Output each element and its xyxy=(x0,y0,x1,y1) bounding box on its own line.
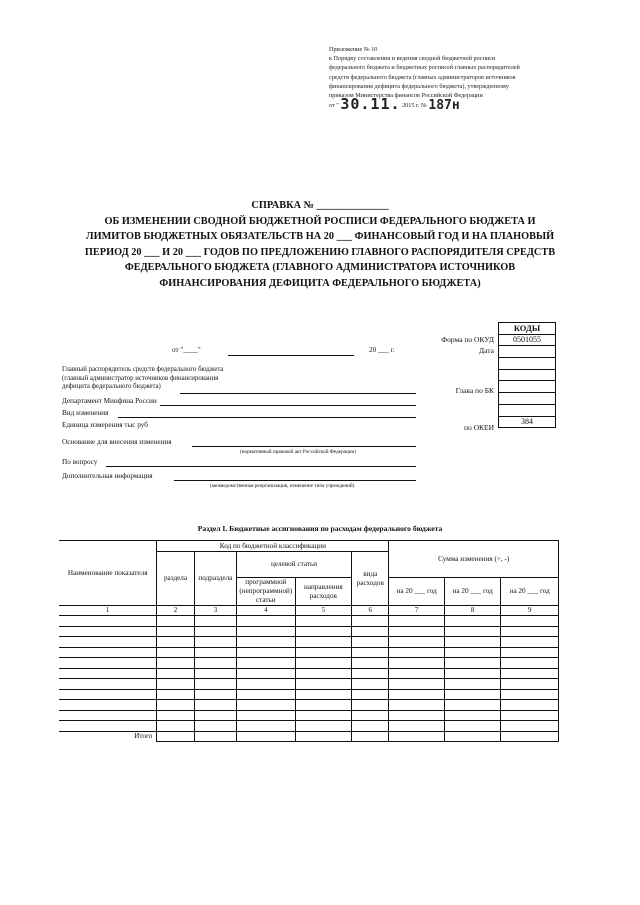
table-cell[interactable] xyxy=(501,710,559,721)
table-cell[interactable] xyxy=(59,658,157,669)
date-code[interactable] xyxy=(499,346,556,358)
table-cell[interactable] xyxy=(237,731,296,742)
extra-info-hint: (межведомственная реорганизация, изменение типа учреждений) xyxy=(210,483,355,489)
col-name-header: Наименование показателя xyxy=(59,541,157,606)
direction-line: направления xyxy=(304,582,343,591)
direction-line: расходов xyxy=(309,591,337,600)
appendix-line: средств федерального бюджета (главных администраторов источников xyxy=(329,73,516,81)
bk-label: Глава по БК xyxy=(455,386,494,395)
table-cell[interactable] xyxy=(352,689,389,700)
table-cell[interactable] xyxy=(501,700,559,711)
table-cell[interactable] xyxy=(237,647,296,658)
table-cell[interactable] xyxy=(157,647,194,658)
col-number: 8 xyxy=(444,606,501,616)
department-field[interactable] xyxy=(160,405,416,406)
appendix-date-year: 2015 г. № xyxy=(402,102,427,110)
table-cell[interactable] xyxy=(295,626,352,637)
table-cell[interactable] xyxy=(194,647,236,658)
main-manager-line: (главный администратор источников финансирования xyxy=(62,374,219,382)
table-row[interactable] xyxy=(59,647,559,658)
question-field[interactable] xyxy=(106,466,416,467)
table-cell[interactable] xyxy=(352,626,389,637)
col-number: 9 xyxy=(501,606,559,616)
table-cell[interactable] xyxy=(194,721,236,732)
table-cell[interactable] xyxy=(352,658,389,669)
table-cell[interactable] xyxy=(444,626,501,637)
extra-info-field[interactable] xyxy=(174,480,416,481)
table-cell[interactable] xyxy=(157,626,194,637)
table-row[interactable] xyxy=(59,637,559,648)
col-number: 6 xyxy=(352,606,389,616)
table-cell[interactable] xyxy=(444,668,501,679)
table-cell[interactable] xyxy=(389,679,444,690)
table-cell[interactable] xyxy=(444,658,501,669)
kind-line: расходов xyxy=(356,578,384,587)
table-cell[interactable] xyxy=(237,689,296,700)
table-cell[interactable] xyxy=(194,668,236,679)
col-number: 4 xyxy=(237,606,296,616)
table-cell[interactable] xyxy=(194,616,236,627)
col-number: 7 xyxy=(389,606,444,616)
okud-code[interactable]: 0501055 xyxy=(499,334,556,346)
department-label: Департамент Минфина России xyxy=(62,397,157,405)
basis-label: Основание для внесения изменения xyxy=(62,438,172,446)
table-cell[interactable] xyxy=(295,658,352,669)
total-row xyxy=(59,731,559,742)
appendix-note xyxy=(329,45,569,114)
kind-line: вида xyxy=(363,569,378,578)
extra-info-label: Дополнительная информация xyxy=(62,472,153,480)
col-number: 5 xyxy=(295,606,352,616)
table-cell[interactable] xyxy=(501,731,559,742)
table-cell[interactable] xyxy=(501,668,559,679)
table-cell[interactable] xyxy=(295,668,352,679)
table-cell[interactable] xyxy=(352,679,389,690)
table-cell[interactable] xyxy=(444,679,501,690)
codes-box xyxy=(498,322,556,428)
col-year1: на 20 ___ год xyxy=(389,578,444,606)
title-line: ЛИМИТОВ БЮДЖЕТНЫХ ОБЯЗАТЕЛЬСТВ НА 20 ___ ФИНАНСОВЫЙ ГОД И НА ПЛАНОВЫЙ xyxy=(85,231,555,242)
title-line: СПРАВКА № ______________ xyxy=(251,200,389,211)
table-cell[interactable] xyxy=(157,721,194,732)
appendix-line: финансирования дефицита федерального бюджета), утвержденному xyxy=(329,82,509,90)
table-cell[interactable] xyxy=(237,721,296,732)
title-line: ПЕРИОД 20 ___ И 20 ___ ГОДОВ ПО ПРЕДЛОЖЕНИЮ ГЛАВНОГО РАСПОРЯДИТЕЛЯ СРЕДСТВ xyxy=(84,246,556,258)
title-line: ФЕДЕРАЛЬНОГО БЮДЖЕТА (ГЛАВНОГО АДМИНИСТРАТОРА ИСТОЧНИКОВ xyxy=(124,262,516,273)
table-row[interactable] xyxy=(59,700,559,711)
appendix-line: Приложение № 10 xyxy=(329,46,378,53)
col-direction xyxy=(295,578,352,606)
table-cell[interactable] xyxy=(352,647,389,658)
table-cell[interactable] xyxy=(352,731,389,742)
question-label: По вопросу xyxy=(62,458,98,466)
table-cell[interactable] xyxy=(389,637,444,648)
table-cell[interactable] xyxy=(59,679,157,690)
table-cell[interactable] xyxy=(157,637,194,648)
table-cell[interactable] xyxy=(157,731,194,742)
table-cell[interactable] xyxy=(59,710,157,721)
table-cell[interactable] xyxy=(295,616,352,627)
table-cell[interactable] xyxy=(59,689,157,700)
table-cell[interactable] xyxy=(157,616,194,627)
table-cell[interactable] xyxy=(501,689,559,700)
sum-header: Сумма изменения (+, -) xyxy=(389,541,559,578)
basis-hint: (нормативный правовой акт Российской Федерации) xyxy=(240,449,357,455)
appendix-order-number: 187н xyxy=(428,98,460,114)
col-year2: на 20 ___ год xyxy=(444,578,501,606)
table-cell[interactable] xyxy=(501,626,559,637)
table-cell[interactable] xyxy=(157,658,194,669)
col-number: 1 xyxy=(59,606,157,616)
program-line: программной xyxy=(245,578,287,586)
program-line: (непрограммной) xyxy=(239,587,293,595)
table-cell[interactable] xyxy=(237,679,296,690)
table-cell[interactable] xyxy=(352,700,389,711)
okei-code[interactable]: 384 xyxy=(499,416,556,428)
table-cell[interactable] xyxy=(389,700,444,711)
table-cell[interactable] xyxy=(157,710,194,721)
target-header: целевой статьи xyxy=(237,552,352,578)
appendix-line: к Порядку составления и ведения сводной бюджетной росписи xyxy=(329,55,496,63)
table-cell[interactable] xyxy=(389,616,444,627)
table-cell[interactable] xyxy=(501,647,559,658)
date-year: 20 ___ г. xyxy=(369,346,395,354)
document-title xyxy=(60,198,580,291)
table-cell[interactable] xyxy=(352,637,389,648)
unit-label: Единица измерения тыс руб xyxy=(62,421,148,429)
table-row[interactable] xyxy=(59,668,559,679)
budget-table xyxy=(59,540,559,742)
table-cell[interactable] xyxy=(237,626,296,637)
table-cell[interactable] xyxy=(389,647,444,658)
codes-header: КОДЫ xyxy=(499,323,556,335)
table-cell[interactable] xyxy=(59,668,157,679)
table-cell[interactable] xyxy=(237,710,296,721)
table-cell[interactable] xyxy=(295,710,352,721)
table-cell[interactable] xyxy=(295,721,352,732)
program-line: статьи xyxy=(255,596,276,604)
table-row[interactable] xyxy=(59,626,559,637)
table-cell[interactable] xyxy=(237,700,296,711)
table-cell[interactable] xyxy=(194,658,236,669)
table-cell[interactable] xyxy=(501,637,559,648)
table-cell[interactable] xyxy=(295,700,352,711)
table-cell[interactable] xyxy=(237,637,296,648)
col-subsection: подраздела xyxy=(194,552,236,606)
table-cell[interactable] xyxy=(352,616,389,627)
appendix-date-prefix: от " xyxy=(329,102,339,110)
table-cell[interactable] xyxy=(59,721,157,732)
table-cell[interactable] xyxy=(444,689,501,700)
table-cell[interactable] xyxy=(194,700,236,711)
appendix-line: приказом Министерства финансов Российской Федерации xyxy=(329,92,483,100)
table-cell[interactable] xyxy=(157,679,194,690)
bk-code[interactable] xyxy=(499,381,556,393)
table-cell[interactable] xyxy=(444,721,501,732)
table-cell[interactable] xyxy=(295,689,352,700)
section-title: Раздел I. Бюджетные ассигнования по расходам федерального бюджета xyxy=(197,524,443,533)
table-cell[interactable] xyxy=(501,658,559,669)
okud-label: Форма по ОКУД xyxy=(441,335,494,344)
table-cell[interactable] xyxy=(389,668,444,679)
main-manager-line: Главный распорядитель средств федерального бюджета xyxy=(62,366,224,373)
table-cell[interactable] xyxy=(194,679,236,690)
table-cell[interactable] xyxy=(194,710,236,721)
table-row[interactable] xyxy=(59,679,559,690)
table-cell[interactable] xyxy=(444,731,501,742)
code-header: Код по бюджетной классификации xyxy=(157,541,389,552)
table-cell[interactable] xyxy=(59,626,157,637)
title-line: ФИНАНСИРОВАНИЯ ДЕФИЦИТА ФЕДЕРАЛЬНОГО БЮДЖЕТА) xyxy=(159,277,481,289)
table-cell[interactable] xyxy=(501,721,559,732)
table-cell[interactable] xyxy=(157,689,194,700)
table-cell[interactable] xyxy=(59,637,157,648)
col-number: 2 xyxy=(157,606,194,616)
table-cell[interactable] xyxy=(352,721,389,732)
date-from: от "____" xyxy=(172,346,201,354)
table-cell[interactable] xyxy=(389,710,444,721)
change-type-label: Вид изменения xyxy=(62,409,109,417)
table-cell[interactable] xyxy=(157,700,194,711)
code-cell[interactable] xyxy=(499,369,556,381)
table-cell[interactable] xyxy=(352,710,389,721)
table-row[interactable] xyxy=(59,710,559,721)
table-cell[interactable] xyxy=(444,700,501,711)
table-cell[interactable] xyxy=(237,668,296,679)
table-row[interactable] xyxy=(59,616,559,627)
table-cell[interactable] xyxy=(194,637,236,648)
change-type-field[interactable] xyxy=(118,417,416,418)
table-cell[interactable] xyxy=(444,710,501,721)
appendix-date-value: 30.11. xyxy=(340,95,401,114)
table-cell[interactable] xyxy=(237,616,296,627)
table-cell[interactable] xyxy=(194,689,236,700)
title-line: ОБ ИЗМЕНЕНИИ СВОДНОЙ БЮДЖЕТНОЙ РОСПИСИ ФЕДЕРАЛЬНОГО БЮДЖЕТА И xyxy=(104,215,536,227)
table-cell[interactable] xyxy=(389,731,444,742)
table-cell[interactable] xyxy=(389,658,444,669)
table-row[interactable] xyxy=(59,658,559,669)
col-year3: на 20 ___ год xyxy=(501,578,559,606)
table-cell[interactable] xyxy=(501,679,559,690)
table-cell[interactable] xyxy=(444,616,501,627)
table-cell[interactable] xyxy=(59,700,157,711)
code-cell[interactable] xyxy=(499,404,556,416)
main-manager-label xyxy=(62,366,223,392)
code-cell[interactable] xyxy=(499,393,556,405)
table-row[interactable] xyxy=(59,721,559,732)
table-cell[interactable] xyxy=(295,731,352,742)
table-cell[interactable] xyxy=(157,668,194,679)
table-cell[interactable] xyxy=(194,626,236,637)
appendix-line: федерального бюджета и бюджетных росписей главных распорядителей xyxy=(329,64,520,72)
date-label: Дата xyxy=(479,346,494,355)
table-row[interactable] xyxy=(59,689,559,700)
date-month-field[interactable] xyxy=(228,355,354,356)
table-cell[interactable] xyxy=(444,647,501,658)
code-cell[interactable] xyxy=(499,358,556,370)
main-manager-field[interactable] xyxy=(180,393,416,394)
main-manager-line: дефицита федерального бюджета) xyxy=(62,383,161,390)
table-cell[interactable] xyxy=(59,616,157,627)
table-cell[interactable] xyxy=(352,668,389,679)
col-section: раздела xyxy=(157,552,194,606)
table-cell[interactable] xyxy=(389,689,444,700)
table-cell[interactable] xyxy=(295,647,352,658)
col-program xyxy=(237,578,296,606)
col-kind xyxy=(352,552,389,606)
total-label: Итого xyxy=(134,732,153,740)
table-cell[interactable] xyxy=(389,626,444,637)
table-cell[interactable] xyxy=(237,658,296,669)
col-number: 3 xyxy=(194,606,236,616)
table-cell[interactable] xyxy=(194,731,236,742)
basis-field[interactable] xyxy=(192,446,416,447)
okei-label: по ОКЕИ xyxy=(463,423,494,432)
table-cell[interactable] xyxy=(295,679,352,690)
table-cell[interactable] xyxy=(389,721,444,732)
table-cell[interactable] xyxy=(295,637,352,648)
table-cell[interactable] xyxy=(59,647,157,658)
table-cell[interactable] xyxy=(444,637,501,648)
table-cell[interactable] xyxy=(501,616,559,627)
